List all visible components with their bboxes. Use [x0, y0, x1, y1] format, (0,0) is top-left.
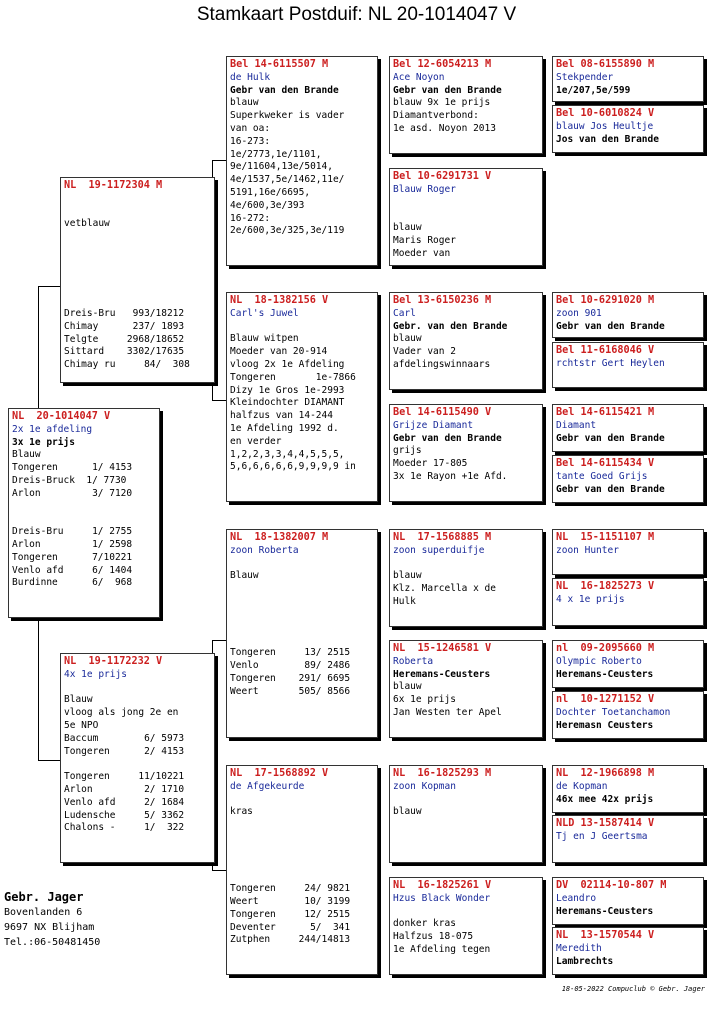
pedigree-card-fm-mother: [389, 404, 543, 502]
ring-number: NL 13-1570544 V: [556, 930, 655, 941]
info-line: Vader van 2: [393, 346, 456, 358]
pigeon-name: Stekpender: [556, 71, 614, 83]
info-line: 16-272:: [230, 212, 271, 224]
info-line: Halfzus 18-075: [393, 931, 474, 943]
connector-line: [38, 286, 39, 412]
breeder-line: Heremans-Ceusters: [556, 905, 654, 917]
pedigree-card-g5-9: [552, 529, 704, 575]
ring-number: Bel 14-6115434 V: [556, 458, 655, 469]
info-line: halfzus van 14-244: [230, 410, 333, 422]
pigeon-name: Tj en J Geertsma: [556, 830, 648, 842]
pedigree-card-g5-12: [552, 691, 704, 739]
info-line: Diamantverbond:: [393, 110, 479, 122]
info-line: Dreis-Bruck 1/ 7730: [12, 474, 127, 486]
info-line: vloog als jong 2e en: [64, 707, 179, 719]
info-line: kras: [230, 806, 253, 818]
info-line: 2e/600,3e/325,3e/119: [230, 225, 345, 237]
info-line: 1,2,2,3,3,4,4,5,5,5,: [230, 448, 345, 460]
info-line: blauw: [230, 97, 259, 109]
ring-number: NL 15-1246581 V: [393, 643, 492, 654]
info-line: [64, 682, 214, 695]
ring-number: Bel 14-6115490 V: [393, 407, 492, 418]
info-line: [393, 794, 542, 807]
ring-number: NLD 13-1587414 V: [556, 818, 655, 829]
pigeon-name: Roberta: [393, 655, 434, 667]
ring-number: NL 12-1966898 M: [556, 768, 655, 779]
info-line: [64, 257, 214, 270]
pigeon-name: zoon Kopman: [393, 780, 456, 792]
info-line: Moeder van: [393, 247, 451, 259]
info-line: [64, 282, 214, 295]
pigeon-name: de Afgekeurde: [230, 780, 305, 792]
ring-number: Bel 14-6115421 M: [556, 407, 655, 418]
info-line: [230, 832, 377, 845]
owner-name: Gebr. Jager: [4, 890, 84, 904]
info-line: [64, 758, 214, 771]
pigeon-name: zoon superduifje: [393, 544, 485, 556]
ring-number: NL 16-1825261 V: [393, 880, 492, 891]
info-line: afdelingswinnaars: [393, 358, 491, 370]
info-line: Burdinne 6/ 968: [12, 577, 133, 589]
info-line: Superkweker is vader: [230, 110, 345, 122]
breeder-line: Gebr van den Brande: [230, 84, 339, 96]
pigeon-name: Carl's Juwel: [230, 307, 299, 319]
pedigree-card-ff-mother: [389, 168, 543, 266]
info-line: blauw: [393, 681, 422, 693]
info-line: Tongeren 13/ 2515: [230, 647, 351, 659]
pigeon-name: 4x 1e prijs: [64, 668, 127, 680]
pedigree-card-father-mother: [226, 292, 378, 502]
info-line: [230, 558, 377, 571]
pedigree-card-mm-father: [389, 765, 543, 863]
pedigree-card-g5-5: [552, 292, 704, 338]
breeder-line: Gebr van den Brande: [393, 84, 502, 96]
ring-number: nl 09-2095660 M: [556, 643, 655, 654]
ring-number: Bel 10-6291731 V: [393, 171, 492, 182]
pigeon-name: Olympic Roberto: [556, 655, 642, 667]
info-line: 4e/600,3e/393: [230, 199, 305, 211]
pigeon-name: Meredith: [556, 942, 602, 954]
info-line: 4e/1537,5e/1462,11e/: [230, 174, 345, 186]
info-line: grijs: [393, 445, 422, 457]
pigeon-name: de Kopman: [556, 780, 608, 792]
breeder-line: Heremans-Ceusters: [556, 668, 654, 680]
pigeon-name: Grijze Diamant: [393, 419, 474, 431]
pigeon-name: blauw Jos Heultje: [556, 120, 654, 132]
info-line: [393, 209, 542, 222]
info-line: [64, 231, 214, 244]
connector-line: [212, 640, 226, 641]
info-line: Blauw: [64, 694, 93, 706]
pedigree-card-g5-15: [552, 877, 704, 925]
info-line: Weert 10/ 3199: [230, 895, 351, 907]
breeder-line: Gebr van den Brande: [556, 320, 665, 332]
pigeon-name: Carl: [393, 307, 416, 319]
pedigree-card-g5-14: [552, 815, 704, 863]
info-line: 1e/2773,1e/1101,: [230, 148, 322, 160]
connector-line: [212, 400, 226, 401]
pedigree-card-mother-father: [226, 529, 378, 738]
info-line: Arlon 1/ 2598: [12, 538, 133, 550]
owner-city: 9697 NX Blijham: [4, 922, 95, 933]
pedigree-card-ff-father: [389, 56, 543, 154]
info-line: [393, 558, 542, 571]
breeder-line: Gebr van den Brande: [556, 432, 665, 444]
info-line: Kleindochter DIAMANT: [230, 397, 345, 409]
ring-number: Bel 11-6168046 V: [556, 345, 655, 356]
ring-number: Bel 12-6054213 M: [393, 59, 492, 70]
info-line: blauw: [393, 806, 422, 818]
connector-line: [38, 620, 39, 760]
info-line: Deventer 5/ 341: [230, 921, 351, 933]
breeder-line: Gebr van den Brande: [556, 483, 665, 495]
pedigree-card-g5-1: [552, 56, 704, 102]
info-line: 16-273:: [230, 135, 271, 147]
breeder-line: Gebr. van den Brande: [393, 320, 508, 332]
info-line: [12, 513, 159, 526]
info-line: Maris Roger: [393, 234, 456, 246]
info-line: Moeder van 20-914: [230, 346, 328, 358]
info-line: vloog 2x 1e Afdeling: [230, 358, 345, 370]
pigeon-name: zoon Roberta: [230, 544, 299, 556]
info-line: [64, 295, 214, 308]
ring-number: NL 17-1568892 V: [230, 768, 329, 779]
info-line: en verder: [230, 435, 282, 447]
info-line: blauw: [393, 222, 422, 234]
info-line: Tongeren 2/ 4153: [64, 745, 185, 757]
info-line: [393, 197, 542, 210]
info-line: [64, 193, 214, 206]
pigeon-name: Leandro: [556, 892, 597, 904]
breeder-line: Heremasn Ceusters: [556, 719, 654, 731]
ring-number: NL 20-1014047 V: [12, 411, 111, 422]
info-line: Blauw witpen: [230, 333, 299, 345]
pedigree-card-mf-father: [389, 529, 543, 627]
breeder-line: Lambrechts: [556, 955, 614, 967]
info-line: blauw: [393, 570, 422, 582]
pedigree-card-father-father: [226, 56, 378, 266]
info-line: donker kras: [393, 918, 456, 930]
pigeon-name: de Hulk: [230, 71, 271, 83]
pedigree-card-g5-7: [552, 404, 704, 452]
pedigree-card-g5-11: [552, 640, 704, 688]
pedigree-card-mm-mother: [389, 877, 543, 975]
info-line: [230, 634, 377, 647]
info-line: 5191,16e/6695,: [230, 186, 311, 198]
info-line: Tongeren 11/10221: [64, 771, 185, 783]
info-line: Hulk: [393, 595, 416, 607]
ring-number: NL 19-1172232 V: [64, 656, 163, 667]
pigeon-name: zoon 901: [556, 307, 602, 319]
info-line: Telgte 2968/18652: [64, 333, 185, 345]
ring-number: nl 10-1271152 V: [556, 694, 655, 705]
pedigree-card-father: [60, 177, 215, 383]
pigeon-name: tante Goed Grijs: [556, 470, 648, 482]
info-line: 1e asd. Noyon 2013: [393, 122, 496, 134]
ring-number: DV 02114-10-807 M: [556, 880, 667, 891]
ring-number: Bel 10-6291020 M: [556, 295, 655, 306]
info-line: [64, 270, 214, 283]
connector-line: [38, 760, 60, 761]
owner-phone: Tel.:06-50481450: [4, 937, 101, 948]
info-line: Weert 505/ 8566: [230, 685, 351, 697]
info-line: Chimay ru 84/ 308: [64, 359, 190, 371]
info-line: vetblauw: [64, 218, 110, 230]
footer-credit: 18-05-2022 Compuclub © Gebr. Jager: [561, 985, 705, 993]
info-line: Blauw: [230, 570, 259, 582]
pedigree-card-g5-2: [552, 105, 704, 153]
info-line: [230, 819, 377, 832]
info-line: [230, 596, 377, 609]
info-line: Zutphen 244/14813: [230, 934, 351, 946]
info-line: [230, 845, 377, 858]
pigeon-name: Ace Noyon: [393, 71, 445, 83]
info-line: Tongeren 291/ 6695: [230, 672, 351, 684]
owner-info: [4, 890, 100, 950]
ring-number: NL 16-1825293 M: [393, 768, 492, 779]
breeder-line: Jos van den Brande: [556, 133, 659, 145]
info-line: Ludensche 5/ 3362: [64, 809, 185, 821]
info-line: Dreis-Bru 1/ 2755: [12, 526, 133, 538]
info-line: 5,6,6,6,6,6,9,9,9,9 in: [230, 461, 356, 473]
info-line: [230, 583, 377, 596]
info-line: 5e NPO: [64, 719, 99, 731]
pedigree-card-mf-mother: [389, 640, 543, 738]
connector-line: [38, 286, 60, 287]
breeder-line: 3x 1e prijs: [12, 436, 75, 448]
info-line: Tongeren 12/ 2515: [230, 908, 351, 920]
info-line: [12, 501, 159, 514]
connector-line: [212, 160, 226, 161]
info-line: [230, 321, 377, 334]
info-line: Tongeren 1/ 4153: [12, 462, 133, 474]
pigeon-name: rchtstr Gert Heylen: [556, 357, 665, 369]
owner-street: Bovenlanden 6: [4, 907, 83, 918]
pedigree-card-g5-6: [552, 342, 704, 388]
connector-line: [212, 870, 226, 871]
pedigree-card-mother-mother: [226, 765, 378, 975]
breeder-line: Gebr van den Brande: [393, 432, 502, 444]
info-line: Klz. Marcella x de: [393, 583, 496, 595]
pigeon-name: Diamant: [556, 419, 597, 431]
info-line: blauw 9x 1e prijs: [393, 97, 491, 109]
pigeon-name: Blauw Roger: [393, 183, 456, 195]
info-line: [230, 609, 377, 622]
info-line: Venlo afd 2/ 1684: [64, 796, 185, 808]
info-line: 1e Afdeling 1992 d.: [230, 422, 339, 434]
ring-number: NL 19-1172304 M: [64, 180, 163, 191]
info-line: Moeder 17-805: [393, 458, 468, 470]
pedigree-card-g5-10: [552, 578, 704, 626]
info-line: [230, 870, 377, 883]
ring-number: NL 16-1825273 V: [556, 581, 655, 592]
info-line: [230, 794, 377, 807]
info-line: Chimay 237/ 1893: [64, 320, 185, 332]
info-line: van oa:: [230, 122, 271, 134]
info-line: Venlo afd 6/ 1404: [12, 564, 133, 576]
pedigree-card-g5-13: [552, 765, 704, 813]
info-line: 9e/11604,13e/5014,: [230, 161, 333, 173]
pedigree-card-g5-16: [552, 927, 704, 975]
info-line: [230, 622, 377, 635]
page-title: Stamkaart Postduif: NL 20-1014047 V: [196, 4, 517, 25]
info-line: Blauw: [12, 449, 41, 461]
breeder-line: Heremans-Ceusters: [393, 668, 491, 680]
info-line: [230, 858, 377, 871]
info-line: Dizy 1e Gros 1e-2993: [230, 384, 345, 396]
ring-number: NL 18-1382156 V: [230, 295, 329, 306]
ring-number: Bel 14-6115507 M: [230, 59, 329, 70]
info-line: Dreis-Bru 993/18212: [64, 307, 185, 319]
info-line: Tongeren 24/ 9821: [230, 883, 351, 895]
info-line: [64, 206, 214, 219]
info-line: Jan Westen ter Apel: [393, 706, 502, 718]
pigeon-name: Hzus Black Wonder: [393, 892, 491, 904]
pedigree-card-g5-8: [552, 455, 704, 503]
breeder-line: 46x mee 42x prijs: [556, 793, 654, 805]
pigeon-name: 4 x 1e prijs: [556, 593, 625, 605]
info-line: Venlo 89/ 2486: [230, 659, 351, 671]
pedigree-card-subject: [8, 408, 160, 618]
pigeon-name: zoon Hunter: [556, 544, 619, 556]
pedigree-card-fm-father: [389, 292, 543, 390]
info-line: 6x 1e prijs: [393, 694, 456, 706]
ring-number: NL 15-1151107 M: [556, 532, 655, 543]
pigeon-name: Dochter Toetanchamon: [556, 706, 671, 718]
info-line: Arlon 3/ 7120: [12, 487, 133, 499]
info-line: Chalons - 1/ 322: [64, 822, 185, 834]
info-line: blauw: [393, 333, 422, 345]
info-line: [393, 906, 542, 919]
info-line: 3x 1e Rayon +1e Afd.: [393, 470, 508, 482]
ring-number: Bel 10-6010824 V: [556, 108, 655, 119]
ring-number: Bel 13-6150236 M: [393, 295, 492, 306]
info-line: Sittard 3302/17635: [64, 346, 185, 358]
info-line: Baccum 6/ 5973: [64, 732, 185, 744]
info-line: 1e Afdeling tegen: [393, 943, 491, 955]
ring-number: NL 18-1382007 M: [230, 532, 329, 543]
info-line: Arlon 2/ 1710: [64, 783, 185, 795]
info-line: Tongeren 7/10221: [12, 551, 133, 563]
ring-number: NL 17-1568885 M: [393, 532, 492, 543]
info-line: [64, 244, 214, 257]
breeder-line: 1e/207,5e/599: [556, 84, 631, 96]
info-line: Tongeren 1e-7866: [230, 371, 356, 383]
pedigree-card-mother: [60, 653, 215, 863]
ring-number: Bel 08-6155890 M: [556, 59, 655, 70]
pigeon-name: 2x 1e afdeling: [12, 423, 93, 435]
